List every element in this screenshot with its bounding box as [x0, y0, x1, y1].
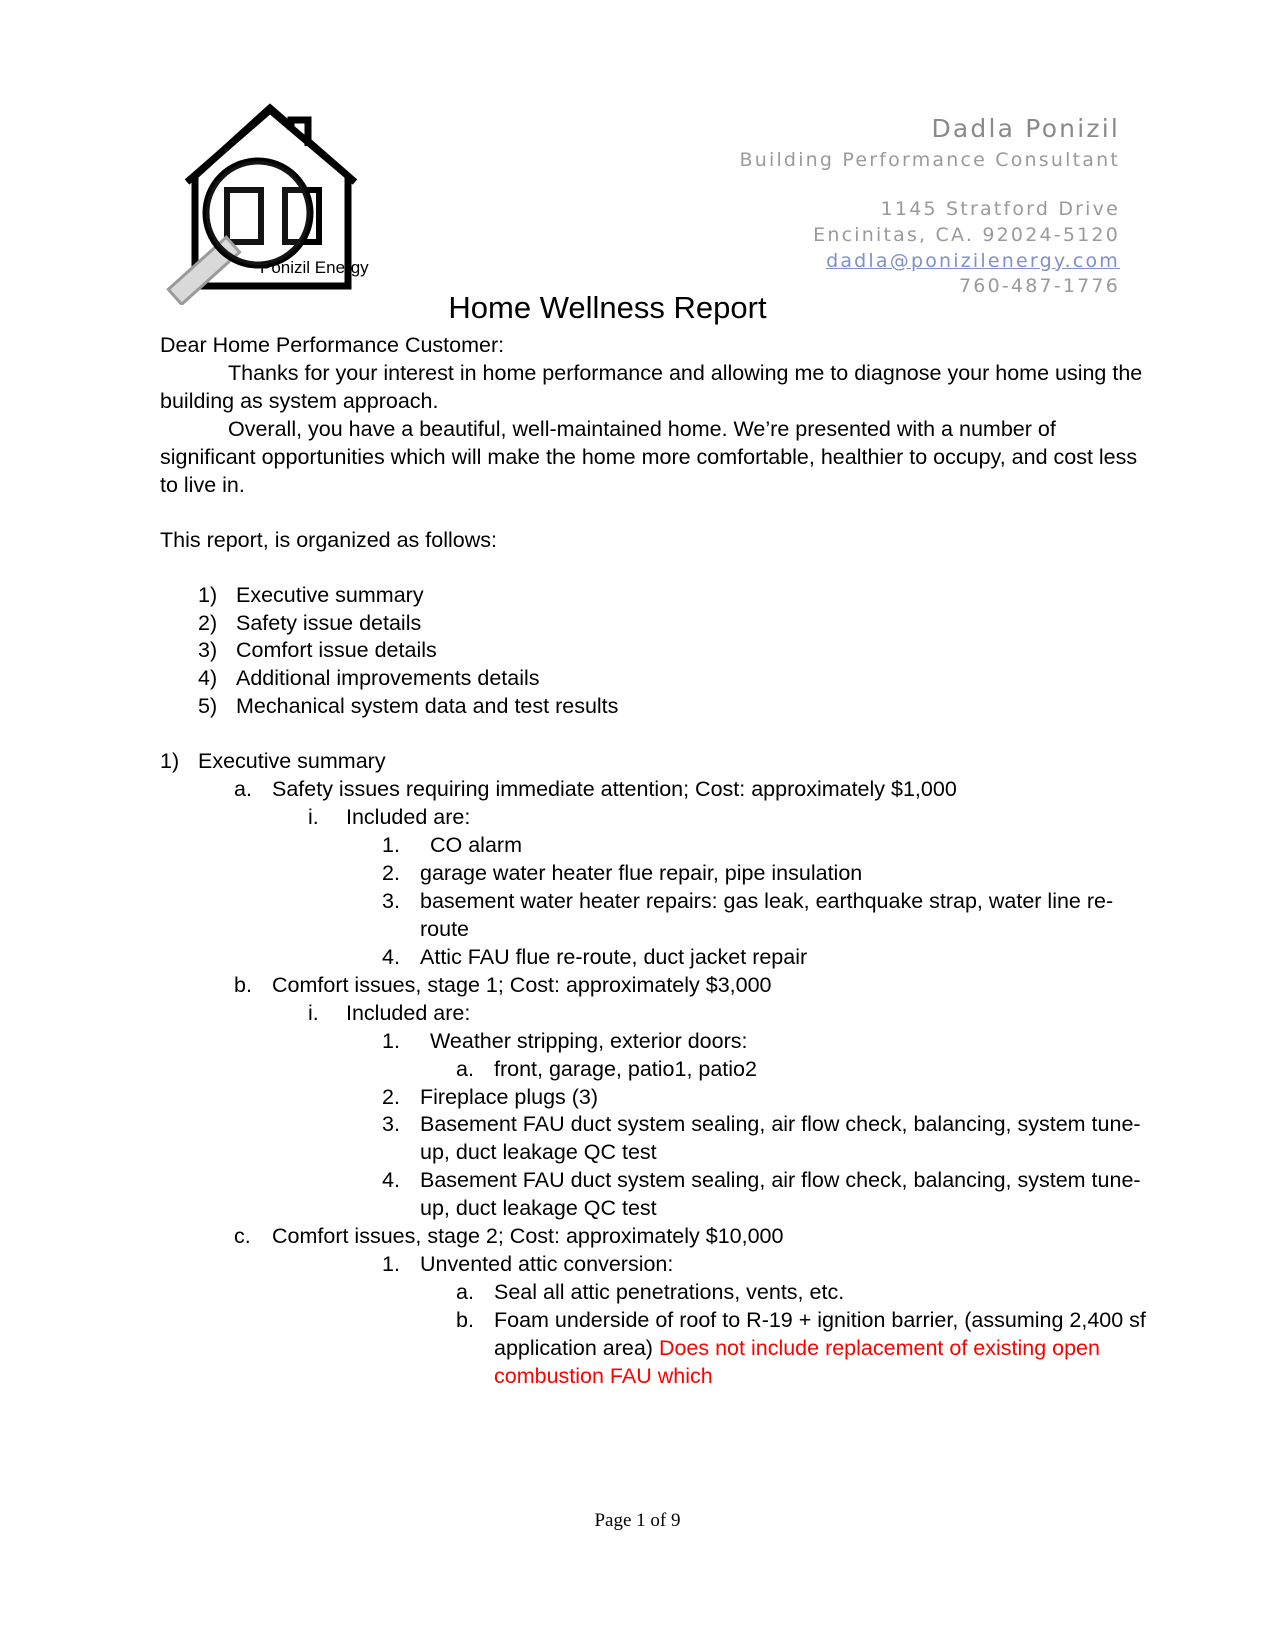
list-item [382, 1251, 1155, 1279]
list-marker: 2) [198, 610, 218, 635]
salutation: Dear Home Performance Customer: [160, 333, 505, 357]
list-label: CO alarm [430, 833, 522, 858]
logo [165, 90, 380, 305]
list-label: front, garage, patio1, patio2 [494, 1056, 757, 1081]
consultant-name: Dadla Ponizil [931, 114, 1120, 143]
list-label: Seal all attic penetrations, vents, etc. [494, 1280, 845, 1305]
list-marker: b. [456, 1308, 474, 1332]
list-item-comfort-stage-2 [234, 1223, 1155, 1251]
list-label: Attic FAU flue re-route, duct jacket repair [420, 944, 808, 969]
list-marker: 4) [198, 666, 218, 691]
list-label: basement water heater repairs: gas leak, earthquake strap, water line re-route [420, 888, 1114, 941]
contact-email-link[interactable]: dadla@ponizilenergy.com [826, 249, 1120, 272]
list-marker: 1. [382, 1252, 400, 1277]
list-label-red: Does not include replacement of existing open combustion FAU which [494, 1335, 1100, 1388]
list-item [382, 1111, 1155, 1167]
list-label: Comfort issue details [236, 638, 437, 663]
list-label: Basement FAU duct system sealing, air flow check, balancing, system tune-up, duct leakage QC test [420, 1168, 1141, 1221]
list-item [456, 1056, 1155, 1084]
list-item [382, 860, 1155, 888]
list-marker: i. [308, 805, 319, 830]
list-marker: 1. [382, 833, 400, 858]
intro-paragraph-1: Thanks for your interest in home performance and allowing me to diagnose your home using the building as system approach. [160, 360, 1143, 413]
list-item [456, 1279, 1155, 1307]
list-marker: 3. [382, 888, 400, 913]
list-label: Included are: [346, 805, 471, 830]
list-marker: i. [308, 1000, 319, 1025]
page-footer [0, 1510, 1275, 1532]
list-label-mixed [456, 1307, 1155, 1391]
section-heading: Executive summary [198, 749, 386, 774]
list-item [198, 693, 1155, 721]
list-marker: a. [234, 777, 252, 802]
contact-block [740, 112, 1121, 300]
list-marker: 2. [382, 861, 400, 885]
list-marker: 2. [382, 1084, 400, 1109]
intro-paragraph-2: Overall, you have a beautiful, well-maintained home. We’re presented with a number of significant opportunities which will make the home more comfortable, healthier to occupy, and cost less to live in. [160, 416, 1138, 497]
page-number: Page 1 of 9 [594, 1510, 681, 1531]
list-label: Weather stripping, exterior doors: [430, 1028, 748, 1053]
section-executive-summary [160, 748, 1155, 1391]
list-marker: a. [456, 1056, 474, 1081]
list-marker: 4. [382, 1168, 400, 1193]
list-label: Basement FAU duct system sealing, air flow check, balancing, system tune-up, duct leakage QC test [420, 1112, 1141, 1165]
list-item [198, 637, 1155, 665]
list-marker: 1) [198, 582, 218, 607]
list-label: Fireplace plugs (3) [420, 1084, 599, 1109]
section-heading-row [160, 748, 1155, 776]
list-item [382, 1028, 1155, 1056]
list-label: Safety issues requiring immediate attention; Cost: approximately $1,000 [272, 777, 957, 802]
contact-city-state-zip: Encinitas, CA. 92024-5120 [813, 224, 1120, 247]
list-item [382, 832, 1155, 860]
list-label: Additional improvements details [236, 666, 540, 691]
list-item [456, 1307, 1155, 1391]
list-label: Unvented attic conversion: [420, 1252, 674, 1277]
list-item [382, 944, 1155, 972]
list-item-safety-issues [234, 776, 1155, 804]
contact-phone: 760-487-1776 [959, 275, 1120, 298]
list-label: garage water heater flue repair, pipe insulation [420, 861, 863, 885]
list-label: Comfort issues, stage 2; Cost: approximately $10,000 [272, 1224, 784, 1249]
list-item [308, 804, 1155, 832]
list-marker: 3) [198, 638, 218, 663]
list-marker: 5) [198, 694, 218, 719]
list-item [382, 888, 1155, 944]
list-item [198, 610, 1155, 638]
page-title: Home Wellness Report [448, 290, 767, 325]
list-label: Comfort issues, stage 1; Cost: approximately $3,000 [272, 972, 772, 997]
list-item [382, 1167, 1155, 1223]
list-label: Included are: [346, 1000, 471, 1025]
document-header [160, 60, 1155, 298]
list-marker: b. [234, 972, 252, 997]
list-marker: 3. [382, 1112, 400, 1137]
logo-caption: Ponizil Energy [260, 258, 369, 277]
section-marker: 1) [160, 749, 180, 774]
list-label: Mechanical system data and test results [236, 694, 619, 719]
intro-block [160, 332, 1155, 582]
list-item [308, 1000, 1155, 1028]
list-item [198, 582, 1155, 610]
contact-street: 1145 Stratford Drive [880, 198, 1120, 221]
list-item [382, 1084, 1155, 1112]
list-marker: c. [234, 1224, 251, 1249]
list-item-comfort-stage-1 [234, 972, 1155, 1000]
list-label-black: Foam underside of roof to R-19 + ignition barrier, (assuming 2,400 sf application area) [494, 1308, 1146, 1360]
consultant-role: Building Performance Consultant [739, 148, 1120, 171]
intro-paragraph-3: This report, is organized as follows: [160, 527, 497, 552]
table-of-contents [160, 582, 1155, 722]
list-marker: 4. [382, 944, 400, 969]
list-label: Safety issue details [236, 610, 422, 635]
list-label: Executive summary [236, 582, 424, 607]
list-marker: a. [456, 1280, 474, 1305]
list-marker: 1. [382, 1028, 400, 1053]
list-item [198, 665, 1155, 693]
